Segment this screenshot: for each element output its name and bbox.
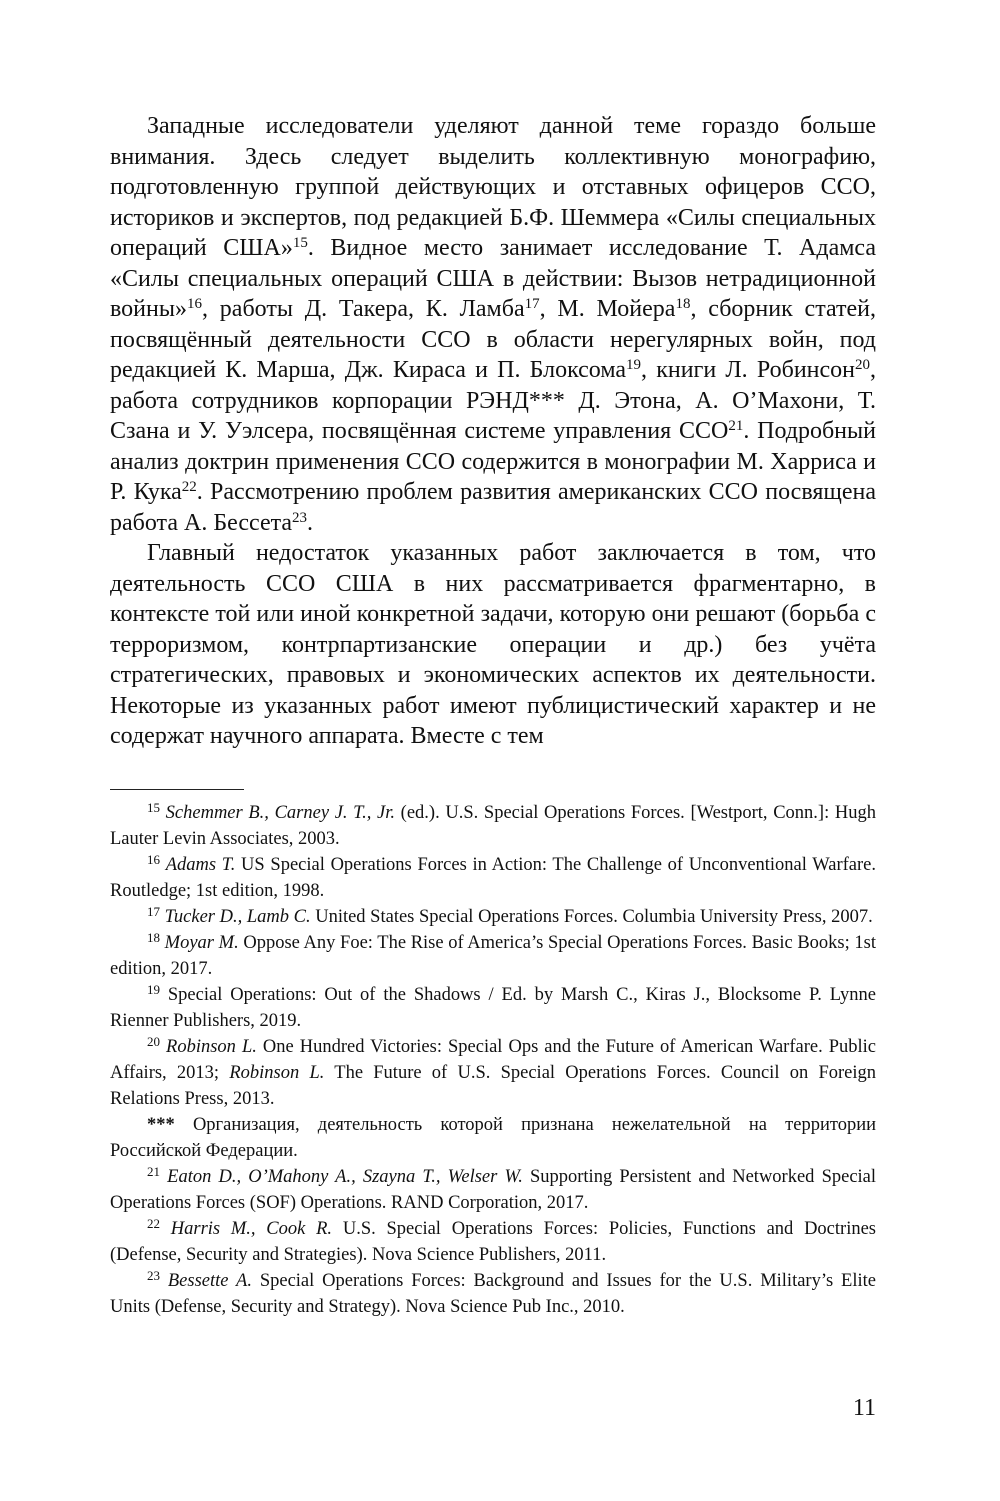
footnote-ref: 23	[292, 509, 308, 526]
footnote-author: Robinson L.	[166, 1037, 257, 1057]
footnote-text: Special Operations: Out of the Shadows / Ed. by Marsh C., Kiras J., Blocksome P. Lynne Rienner Publishers, 2019.	[110, 985, 876, 1031]
text-run: , работа сотрудников корпорации РЭНД*** Д. Этона, А. О’Махони, Т. Сзана и У. Уэлсера, посвящённая системе управления ССО	[110, 357, 876, 444]
footnote-text: Supporting Persistent and Networked Special Operations Forces (SOF) Operations. RAND Corporation, 2017.	[110, 1167, 877, 1213]
footnote-marker: ***	[147, 1115, 175, 1135]
footnote-number: 23	[147, 1268, 160, 1283]
footnote-ref: 21	[728, 418, 744, 434]
footnote-text: United States Special Operations Forces. Columbia University Press, 2007.	[310, 907, 873, 927]
footnote-ref: 15	[292, 235, 308, 251]
footnote-text: Организация, деятельность которой признана нежелательной на территории Российской Федерации.	[110, 1115, 877, 1161]
footnote-text: U.S. Special Operations Forces: Policies, Functions and Doctrines (Defense, Security and Strategies). Nova Science Publishers, 2011.	[110, 1219, 876, 1265]
footnote-number: 15	[147, 800, 160, 815]
footnote-text: US Special Operations Forces in Action: The Challenge of Unconventional Warfare. Routledge; 1st edition, 1998.	[110, 855, 877, 901]
text-run: Западные исследователи уделяют данной теме гораздо больше внимания. Здесь следует выделить коллективную монографию, подготовленную группой действующих и отставных офицеров ССО, историков и экспертов, под редакцией Б.Ф. Шеммера «Силы специальных операций США»	[110, 113, 876, 261]
footnote	[110, 800, 876, 852]
footnotes	[110, 800, 876, 1320]
footnote-number: 20	[147, 1034, 160, 1049]
page-number: 11	[852, 1395, 876, 1421]
text-run: , книги Л. Робинсон	[641, 357, 855, 383]
footnote-number: 19	[147, 982, 160, 997]
footnote	[110, 982, 876, 1034]
text-run: . Подробный анализ доктрин применения ССО содержится в монографии М. Харриса и Р. Кука	[110, 418, 876, 505]
footnote-ref: 20	[855, 357, 870, 373]
footnote-separator	[110, 789, 244, 790]
text-run: . Видное место занимает исследование Т. Адамса «Силы специальных операций США в действии: Вызов нетрадиционной войны»	[110, 235, 877, 322]
footnote-author: Moyar M.	[164, 933, 239, 953]
footnote-text: Oppose Any Foe: The Rise of America’s Special Operations Forces. Basic Books; 1st edition, 2017.	[110, 933, 877, 979]
footnote-author: Schemmer B., Carney J. T., Jr.	[165, 803, 395, 823]
footnote-number: 21	[147, 1164, 160, 1179]
footnote-ref: 18	[675, 296, 691, 312]
text-run: .	[307, 509, 314, 536]
footnote-ref: 17	[524, 296, 540, 312]
text-run: . Рассмотрению проблем развития американских ССО посвящена работа А. Бессета	[110, 479, 877, 536]
footnote	[110, 904, 876, 930]
footnote-number: 16	[147, 852, 160, 867]
footnote	[110, 930, 876, 982]
footnote	[110, 1268, 876, 1320]
footnote	[110, 1216, 876, 1268]
footnote-number: 22	[147, 1216, 160, 1231]
footnote-text: The Future of U.S. Special Operations Forces. Council on Foreign Relations Press, 2013.	[110, 1063, 876, 1109]
footnote	[110, 1112, 876, 1164]
body-paragraph	[110, 538, 876, 752]
footnote-text: Special Operations Forces: Background and Issues for the U.S. Military’s Elite Units (Defense, Security and Strategy). Nova Science Pub Inc., 2010.	[110, 1271, 876, 1317]
footnote-number: 17	[147, 904, 160, 919]
footnote-author: Harris M., Cook R.	[170, 1219, 333, 1239]
footnote	[110, 1164, 876, 1216]
footnote-author: Bessette A.	[167, 1271, 252, 1291]
footnote-ref: 22	[181, 479, 197, 495]
footnote-ref: 16	[186, 296, 202, 312]
text-run: , работы Д. Такера, К. Ламба	[201, 296, 525, 322]
footnote-ref: 19	[626, 357, 642, 373]
footnote	[110, 852, 876, 904]
text-run: Главный недостаток указанных работ заключается в том, что деятельность ССО США в них рассматривается фрагментарно, в контексте той или иной конкретной задачи, которую они решают (борьба с терроризмом, контрпартизанские операции и др.) без учёта стратегических, правовых и экономических аспектов их деятельности. Некоторые из указанных работ имеют публицистический характер и не содержат научного аппарата. Вместе с тем	[110, 540, 876, 749]
body-paragraph	[110, 111, 876, 538]
text-run: , сборник статей, посвящённый деятельности ССО в области нерегулярных войн, под редакцией К. Марша, Дж. Кираса и П. Блоксома	[110, 296, 877, 383]
footnote-text: One Hundred Victories: Special Ops and the Future of American Warfare. Public Affairs, 2013;	[110, 1037, 876, 1083]
footnote	[110, 1034, 876, 1112]
footnote-author: Tucker D., Lamb C.	[164, 907, 311, 927]
footnote-author: Eaton D., O’Mahony A., Szayna T., Welser W.	[167, 1167, 523, 1187]
footnote-author: Adams T.	[165, 855, 236, 875]
footnote-author: Robinson L.	[229, 1063, 325, 1083]
text-run: , М. Мойера	[539, 296, 676, 322]
footnote-text: (ed.). U.S. Special Operations Forces. [Westport, Conn.]: Hugh Lauter Levin Associates, 2003.	[110, 803, 876, 849]
body-text	[110, 111, 876, 752]
footnote-number: 18	[147, 930, 160, 945]
